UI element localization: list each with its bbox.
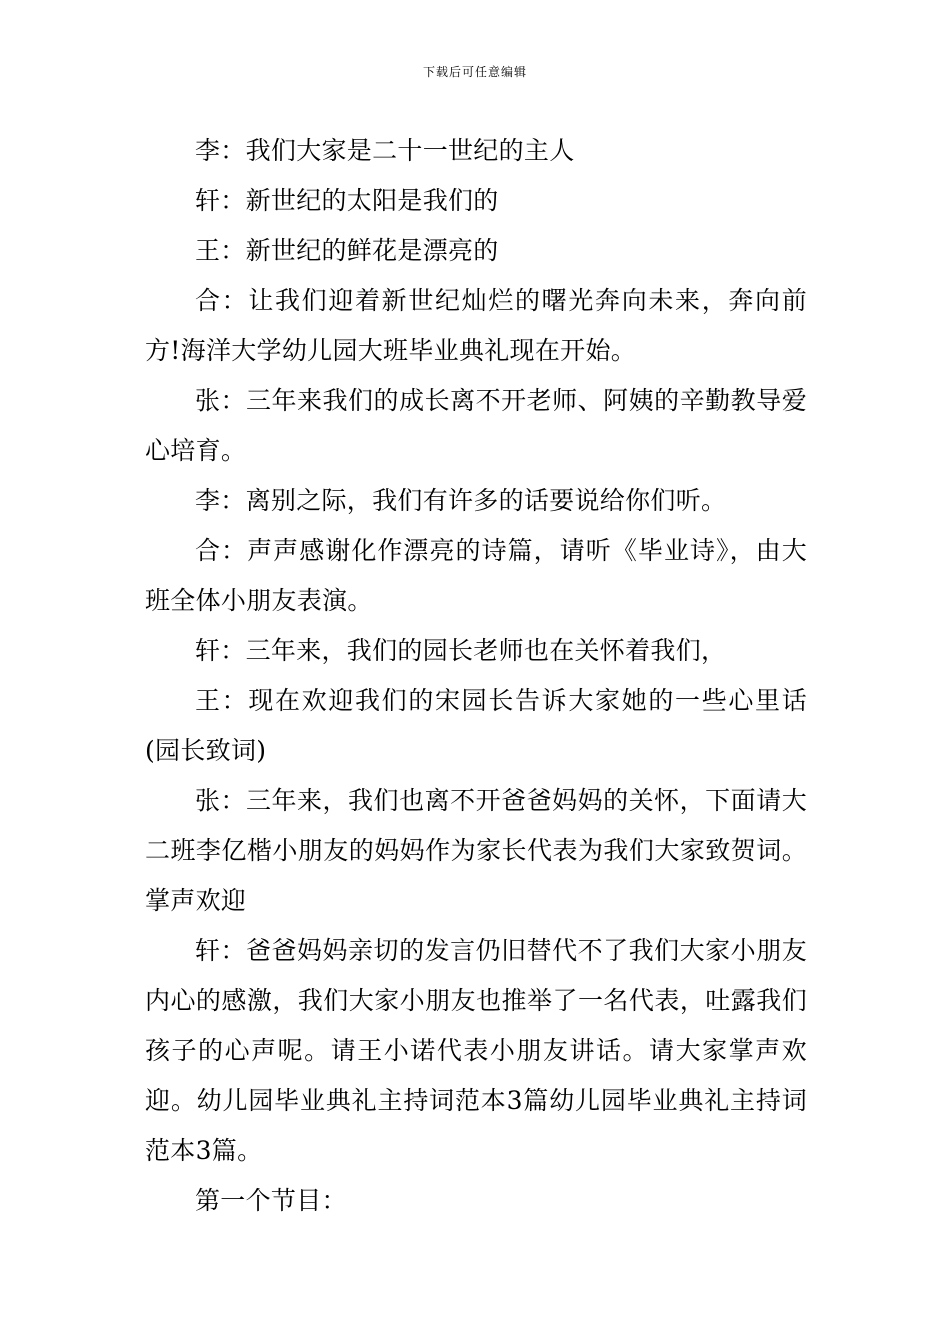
paragraph-wang-2: 王：现在欢迎我们的宋园长告诉大家她的一些心里话(园长致词) xyxy=(145,686,807,765)
paragraph-li-1: 李：我们大家是二十一世纪的主人 xyxy=(195,136,575,165)
paragraph-xuan-1: 轩：新世纪的太阳是我们的 xyxy=(195,186,499,215)
paragraph-zhang-2: 张：三年来，我们也离不开爸爸妈妈的关怀，下面请大二班李亿楷小朋友的妈妈作为家长代表为我们大家致贺词。掌声欢迎 xyxy=(145,786,807,915)
paragraph-first-program: 第一个节目： xyxy=(195,1186,347,1215)
paragraph-wang-1: 王：新世纪的鲜花是漂亮的 xyxy=(195,236,499,265)
document-body xyxy=(145,126,807,1226)
paragraph-xuan-3: 轩：爸爸妈妈亲切的发言仍旧替代不了我们大家小朋友内心的感激，我们大家小朋友也推举了一名代表，吐露我们孩子的心声呢。请王小诺代表小朋友讲话。请大家掌声欢迎。幼儿园毕业典礼主持词范本3篇幼儿园毕业典礼主持词范本3篇。 xyxy=(145,936,807,1165)
paragraph-zhang-1: 张：三年来我们的成长离不开老师、阿姨的辛勤教导爱心培育。 xyxy=(145,386,807,465)
paragraph-li-2: 李：离别之际，我们有许多的话要说给你们听。 xyxy=(195,486,727,515)
paragraph-he-1: 合：让我们迎着新世纪灿烂的曙光奔向未来，奔向前方!海洋大学幼儿园大班毕业典礼现在开始。 xyxy=(145,286,807,365)
paragraph-xuan-2: 轩：三年来，我们的园长老师也在关怀着我们， xyxy=(195,636,727,665)
page-header: 下载后可任意编辑 xyxy=(422,65,527,79)
paragraph-he-2: 合：声声感谢化作漂亮的诗篇，请听《毕业诗》，由大班全体小朋友表演。 xyxy=(145,536,807,615)
